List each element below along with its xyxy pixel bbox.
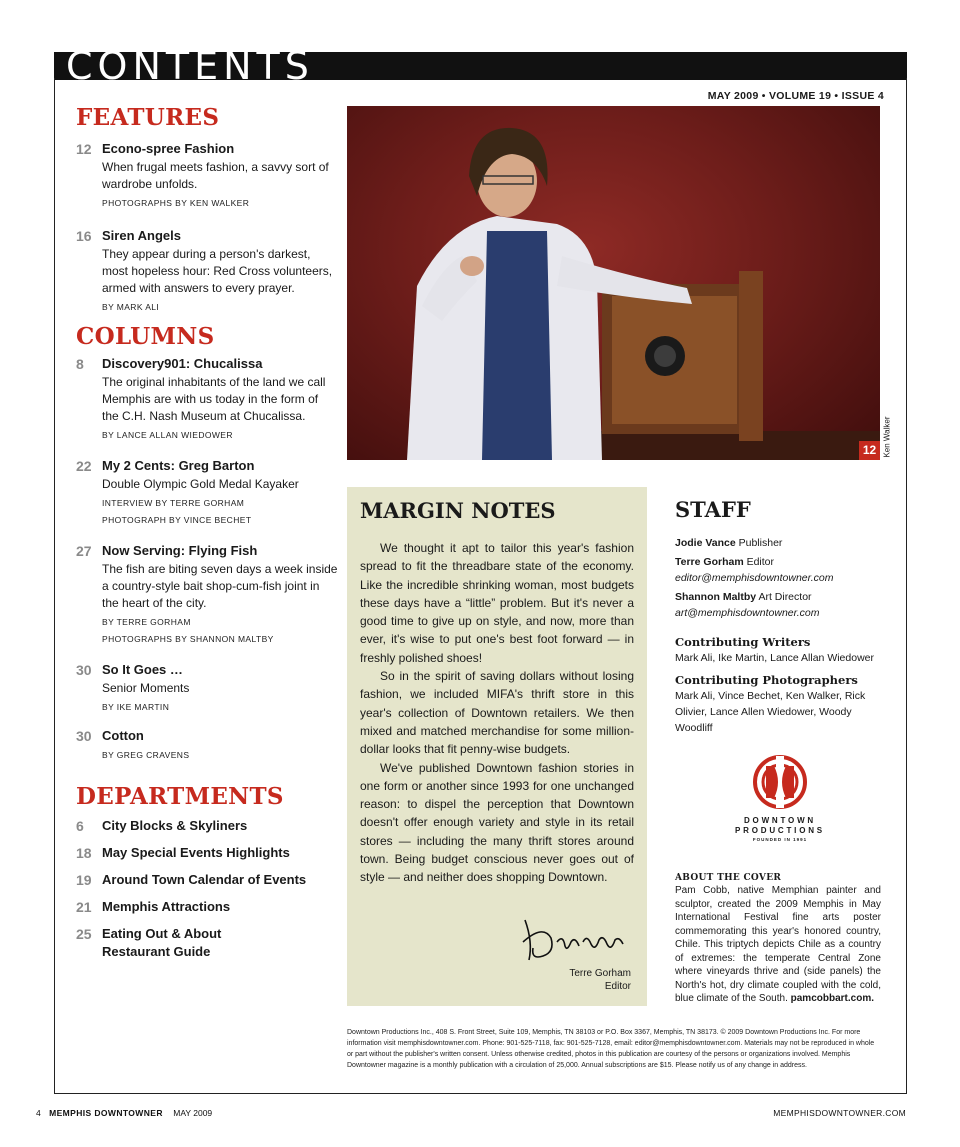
- toc-item[interactable]: [76, 727, 338, 761]
- toc-item[interactable]: [76, 898, 338, 916]
- toc-page-number: 30: [76, 662, 92, 678]
- staff-member: [675, 554, 885, 570]
- toc-title: May Special Events Highlights: [102, 845, 290, 860]
- toc-title: Discovery901: Chucalissa: [102, 356, 263, 371]
- footer-left: [36, 1108, 212, 1118]
- about-cover-heading: ABOUT THE COVER: [675, 873, 782, 883]
- staff-section: [675, 497, 885, 736]
- toc-title: Memphis Attractions: [102, 899, 231, 914]
- staff-email[interactable]: editor@memphisdowntowner.com: [675, 572, 834, 584]
- contributing-photographers-heading: Contributing Photographers: [675, 673, 858, 687]
- toc-credit: BY TERRE GORHAM: [102, 617, 191, 627]
- toc-page-number: 16: [76, 228, 92, 244]
- logo-mark-icon: [752, 752, 808, 812]
- cover-photo: [347, 106, 880, 460]
- toc-page-number: 12: [76, 141, 92, 157]
- toc-item[interactable]: [76, 661, 338, 713]
- signature-block: [503, 912, 633, 992]
- toc-title: Eating Out & About: [102, 926, 222, 941]
- toc-page-number: 27: [76, 543, 92, 559]
- staff-member: [675, 535, 885, 551]
- staff-heading: STAFF: [675, 497, 751, 522]
- toc-credit: INTERVIEW BY TERRE GORHAM: [102, 498, 245, 508]
- toc-title: My 2 Cents: Greg Barton: [102, 458, 255, 473]
- toc-page-number: 18: [76, 845, 92, 861]
- margin-notes-paragraph: We thought it apt to tailor this year's fashion spread to fit the threadbare state of the economy. Like the incredible shrinking woman, most budgets these days have a “little” problem. But it's never a good time to give up on style, and now, more than ever, it's wise to put one's best foot forward — in freshly polished shoes!: [360, 541, 634, 665]
- contributing-writers: Mark Ali, Ike Martin, Lance Allan Wiedower: [675, 652, 874, 664]
- photo-illustration: [347, 106, 880, 460]
- contributing-photographers: Mark Ali, Vince Bechet, Ken Walker, Rick Olivier, Lance Allen Wiedower, Woody Woodliff: [675, 690, 866, 734]
- about-cover-link[interactable]: pamcobbart.com.: [790, 993, 874, 1004]
- toc-title: Around Town Calendar of Events: [102, 872, 307, 887]
- toc-credit: BY LANCE ALLAN WIEDOWER: [102, 430, 233, 440]
- toc-description: They appear during a person's darkest, most hopeless hour: Red Cross volunteers, armed with answers to every prayer.: [102, 247, 333, 295]
- toc-page-number: 8: [76, 356, 84, 372]
- person-hand: [460, 256, 484, 276]
- margin-notes-heading: MARGIN NOTES: [360, 498, 556, 523]
- camera-stand: [739, 271, 763, 441]
- toc-page-number: 19: [76, 872, 92, 888]
- logo-line3: FOUNDED IN 1991: [752, 837, 808, 842]
- about-cover-text: Pam Cobb, native Memphian painter and sculptor, created the 2009 Memphis in May International Festival fine arts poster commemorating this year's honored country, Chile. This triptych depicts Chile as a country of extremes: the temperate Central Zone where vineyards thrive and (side panels) the North's hot, dry climate coupled with the cold, blue climate of the South. pamcobbart.com.: [675, 885, 881, 1004]
- staff-role: Publisher: [738, 537, 783, 549]
- toc-item[interactable]: [76, 925, 338, 961]
- toc-credit: BY GREG CRAVENS: [102, 750, 190, 760]
- toc-item[interactable]: [76, 542, 338, 645]
- signature-name: Terre Gorham: [569, 968, 631, 979]
- toc-description: Senior Moments: [102, 681, 190, 695]
- logo-line1: DOWNTOWN: [743, 816, 817, 825]
- toc-page-number: 21: [76, 899, 92, 915]
- about-cover: [675, 872, 881, 1006]
- toc-page-number: 6: [76, 818, 84, 834]
- features-heading: FEATURES: [76, 104, 220, 131]
- toc-description: The fish are biting seven days a week inside a country-style bait shop-cum-fish joint in the heart of the city.: [102, 562, 338, 610]
- photo-credit: Ken Walker: [882, 416, 892, 458]
- toc-item[interactable]: [76, 227, 338, 313]
- toc-credit: PHOTOGRAPHS BY SHANNON MALTBY: [102, 634, 274, 644]
- departments-heading: DEPARTMENTS: [76, 783, 284, 810]
- staff-role: Editor: [746, 556, 775, 568]
- toc-title: So It Goes …: [102, 662, 183, 677]
- contributing-writers-heading: Contributing Writers: [675, 635, 811, 649]
- toc-page-number: 30: [76, 728, 92, 744]
- toc-description: Double Olympic Gold Medal Kayaker: [102, 477, 299, 491]
- margin-notes-paragraph: So in the spirit of saving dollars without losing fashion, we included MIFA's thrift store in this year's collection of Downtown retailers. We then mixed and matched merchandise for some million-dollar looks that fit penny-wise budgets.: [360, 669, 634, 757]
- toc-item[interactable]: [76, 355, 338, 441]
- toc-title: Siren Angels: [102, 228, 181, 243]
- columns-heading: COLUMNS: [76, 323, 215, 350]
- toc-title-line2: Restaurant Guide: [102, 944, 211, 959]
- toc-credit: PHOTOGRAPHS BY KEN WALKER: [102, 198, 250, 208]
- toc-item[interactable]: [76, 817, 338, 835]
- toc-item[interactable]: [76, 457, 338, 526]
- toc-page-number: 25: [76, 926, 92, 942]
- toc-title: Cotton: [102, 728, 144, 743]
- toc-credit: BY IKE MARTIN: [102, 702, 170, 712]
- footer-page-number: 4: [36, 1108, 41, 1118]
- staff-role: Art Director: [758, 591, 812, 603]
- toc-description: When frugal meets fashion, a savvy sort of wardrobe unfolds.: [102, 160, 329, 191]
- margin-notes-box: [347, 487, 647, 1006]
- staff-member: [675, 589, 885, 605]
- toc-title: Now Serving: Flying Fish: [102, 543, 258, 558]
- toc-item[interactable]: [76, 844, 338, 862]
- issue-line: MAY 2009 • VOLUME 19 • ISSUE 4: [707, 90, 884, 102]
- signature-title: Editor: [604, 981, 631, 992]
- staff-email[interactable]: art@memphisdowntowner.com: [675, 607, 820, 619]
- staff-name: Terre Gorham: [675, 556, 744, 568]
- footer-magazine: MEMPHIS DOWNTOWNER: [49, 1108, 163, 1118]
- toc-title: City Blocks & Skyliners: [102, 818, 248, 833]
- person-tshirt: [482, 231, 552, 460]
- downtown-productions-logo: [725, 752, 835, 852]
- footer-date: MAY 2009: [173, 1108, 213, 1118]
- legal-text: Downtown Productions Inc., 408 S. Front Street, Suite 109, Memphis, TN 38103 or P.O. Box 3367, Memphis, TN 38173. © 2009 Downtown Productions Inc. For more information visit memphisdowntowner.com. Phone: 901-525-7118, fax: 901-525-7128, email: editor@memphisdowntowner.com. Materials may not be reproduced in whole or part without the publisher's written consent. Unless otherwise credited, photos in this publication are courtesy of the persons or organizations involved. Memphis Downtowner magazine is a monthly publication with a circulation of 25,000. Annual subscriptions are $15. Please notify us of any change in address.: [347, 1029, 875, 1069]
- toc-credit: PHOTOGRAPH BY VINCE BECHET: [102, 515, 252, 525]
- footer-url[interactable]: MEMPHISDOWNTOWNER.COM: [773, 1108, 906, 1118]
- toc-credit: BY MARK ALI: [102, 302, 160, 312]
- staff-name: Shannon Maltby: [675, 591, 757, 603]
- table-of-contents: [76, 104, 338, 961]
- table-surface: [587, 431, 880, 460]
- margin-notes-paragraph: We've published Downtown fashion stories in one form or another since 1993 for one unchanged reason: to dispel the perception that Downtown doesn't offer enough variety and style in its retail stores — including the many thrift stores around town. Being budget conscious never goes out of style — and neither does shopping Downtown.: [360, 760, 634, 885]
- toc-title: Econo-spree Fashion: [102, 141, 235, 156]
- staff-name: Jodie Vance: [675, 537, 736, 549]
- photo-page-badge[interactable]: 12: [859, 441, 880, 460]
- departments-section: [76, 783, 338, 961]
- logo-line2: PRODUCTIONS: [735, 826, 825, 835]
- signature-icon: [503, 912, 633, 967]
- toc-page-number: 22: [76, 458, 92, 474]
- toc-description: The original inhabitants of the land we call Memphis are with us today in the form of the C.H. Nash Museum at Chucalissa.: [102, 375, 326, 423]
- page-title: CONTENTS: [66, 44, 314, 88]
- toc-item[interactable]: [76, 871, 338, 889]
- toc-item[interactable]: [76, 140, 338, 209]
